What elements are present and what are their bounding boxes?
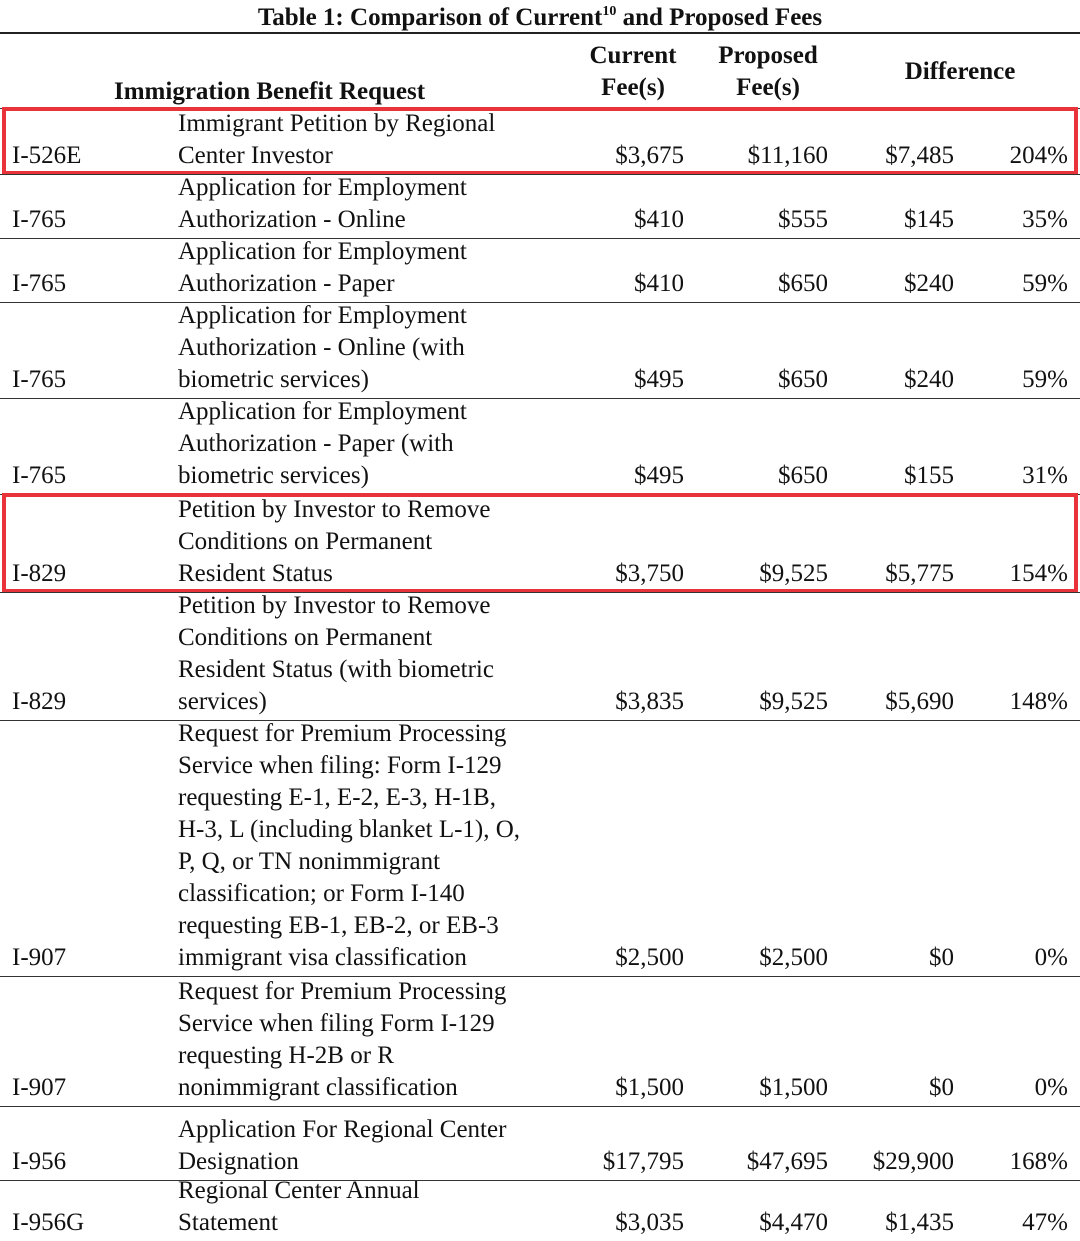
description-line: Service when filing Form I-129: [178, 1010, 495, 1037]
row-divider: [0, 1180, 1080, 1181]
form-number: I-829: [12, 688, 67, 715]
description-line: Application for Employment: [178, 398, 467, 425]
percent-change: 148%: [1009, 688, 1068, 715]
row-divider: [0, 108, 1080, 109]
table-row: [0, 592, 1080, 718]
percent-change: 59%: [1022, 270, 1068, 297]
table-row: [0, 398, 1080, 492]
description-line: Designation: [178, 1148, 299, 1175]
description-line: Center Investor: [178, 142, 333, 169]
description-line: Resident Status: [178, 560, 333, 587]
fee-difference: $5,775: [885, 560, 954, 587]
request-description: [178, 108, 568, 172]
percent-change: 204%: [1009, 142, 1068, 169]
current-fee: $2,500: [615, 944, 684, 971]
current-fee: $1,500: [615, 1074, 684, 1101]
proposed-fee: $650: [778, 270, 828, 297]
proposed-fee: $1,500: [759, 1074, 828, 1101]
fee-difference: $5,690: [885, 688, 954, 715]
header-proposed-fee: [704, 40, 832, 104]
description-line: Application For Regional Center: [178, 1116, 507, 1143]
table-row: [0, 238, 1080, 300]
percent-change: 0%: [1034, 1074, 1068, 1101]
percent-change: 168%: [1009, 1148, 1068, 1175]
header-current-fee: [572, 40, 694, 104]
row-divider: [0, 1106, 1080, 1107]
fee-difference: $0: [929, 1074, 954, 1101]
request-description: [178, 590, 568, 718]
description-line: Authorization - Online (with: [178, 334, 465, 361]
description-line: Conditions on Permanent: [178, 528, 433, 555]
form-number: I-829: [12, 560, 67, 587]
title-footnote-marker: 10: [602, 4, 617, 19]
fee-difference: $145: [904, 206, 954, 233]
description-line: P, Q, or TN nonimmigrant: [178, 848, 441, 875]
description-line: nonimmigrant classification: [178, 1074, 458, 1101]
description-line: Service when filing: Form I-129: [178, 752, 502, 779]
proposed-fee: $9,525: [759, 688, 828, 715]
form-number: I-956: [12, 1148, 67, 1175]
row-divider: [0, 976, 1080, 977]
table-row: [0, 494, 1080, 590]
form-number: I-765: [12, 462, 67, 489]
description-line: Authorization - Paper (with: [178, 430, 454, 457]
percent-change: 35%: [1022, 206, 1068, 233]
description-line: Request for Premium Processing: [178, 978, 507, 1005]
proposed-fee: $650: [778, 462, 828, 489]
row-divider: [0, 592, 1080, 593]
fee-difference: $1,435: [885, 1209, 954, 1236]
description-line: Authorization - Paper: [178, 270, 395, 297]
current-fee: $3,835: [615, 688, 684, 715]
current-fee: $495: [634, 366, 684, 393]
table-title-text-end: and Proposed Fees: [616, 4, 823, 31]
row-divider: [0, 174, 1080, 175]
request-description: [178, 494, 568, 590]
fee-difference: $29,900: [872, 1148, 954, 1175]
description-line: Petition by Investor to Remove: [178, 592, 491, 619]
current-fee: $3,675: [615, 142, 684, 169]
header-current-line2: Fee(s): [601, 74, 665, 101]
request-description: [178, 1114, 568, 1178]
form-number: I-907: [12, 1074, 67, 1101]
request-description: [178, 236, 568, 300]
percent-change: 0%: [1034, 944, 1068, 971]
description-line: Authorization - Online: [178, 206, 406, 233]
table-row: [0, 976, 1080, 1104]
current-fee: $410: [634, 270, 684, 297]
proposed-fee: $555: [778, 206, 828, 233]
current-fee: $495: [634, 462, 684, 489]
table-row: [0, 1106, 1080, 1178]
header-difference: Difference: [904, 58, 1016, 85]
description-line: biometric services): [178, 366, 369, 393]
description-line: services): [178, 688, 267, 715]
fee-difference: $155: [904, 462, 954, 489]
header-immigration-benefit-request: Immigration Benefit Request: [114, 78, 426, 105]
proposed-fee: $4,470: [759, 1209, 828, 1236]
header-proposed-line2: Fee(s): [736, 74, 800, 101]
row-divider: [0, 398, 1080, 399]
current-fee: $410: [634, 206, 684, 233]
row-divider: [0, 494, 1080, 495]
proposed-fee: $9,525: [759, 560, 828, 587]
request-description: [178, 300, 568, 396]
header-current-line1: Current: [589, 42, 677, 69]
fee-difference: $0: [929, 944, 954, 971]
proposed-fee: $47,695: [746, 1148, 828, 1175]
description-line: requesting H-2B or R: [178, 1042, 394, 1069]
description-line: Immigrant Petition by Regional: [178, 110, 496, 137]
request-description: [178, 1175, 568, 1239]
current-fee: $3,750: [615, 560, 684, 587]
table-title-text: Table 1: Comparison of Current: [257, 4, 603, 31]
percent-change: 47%: [1022, 1209, 1068, 1236]
request-description: [178, 976, 568, 1104]
form-number: I-956G: [12, 1209, 85, 1236]
description-line: Application for Employment: [178, 302, 467, 329]
request-description: [178, 718, 568, 974]
description-line: requesting EB-1, EB-2, or EB-3: [178, 912, 499, 939]
fee-difference: $240: [904, 270, 954, 297]
percent-change: 31%: [1022, 462, 1068, 489]
description-line: Resident Status (with biometric: [178, 656, 494, 683]
table-row: [0, 108, 1080, 172]
proposed-fee: $11,160: [747, 142, 828, 169]
description-line: requesting E-1, E-2, E-3, H-1B,: [178, 784, 496, 811]
description-line: Application for Employment: [178, 174, 467, 201]
request-description: [178, 396, 568, 492]
current-fee: $17,795: [602, 1148, 684, 1175]
current-fee: $3,035: [615, 1209, 684, 1236]
description-line: H-3, L (including blanket L-1), O,: [178, 816, 521, 843]
description-line: Request for Premium Processing: [178, 720, 507, 747]
form-number: I-526E: [12, 142, 82, 169]
description-line: classification; or Form I-140: [178, 880, 465, 907]
description-line: Conditions on Permanent: [178, 624, 433, 651]
table-row: [0, 174, 1080, 236]
table-row: [0, 1177, 1080, 1239]
percent-change: 59%: [1022, 366, 1068, 393]
proposed-fee: $650: [778, 366, 828, 393]
percent-change: 154%: [1009, 560, 1068, 587]
form-number: I-765: [12, 206, 67, 233]
form-number: I-765: [12, 366, 67, 393]
row-divider: [0, 720, 1080, 721]
fee-difference: $7,485: [885, 142, 954, 169]
row-divider: [0, 302, 1080, 303]
form-number: I-765: [12, 270, 67, 297]
table-title: [0, 0, 1080, 34]
description-line: Application for Employment: [178, 238, 467, 265]
table-row: [0, 302, 1080, 396]
description-line: Statement: [178, 1209, 278, 1236]
description-line: immigrant visa classification: [178, 944, 467, 971]
description-line: Regional Center Annual: [178, 1177, 420, 1204]
form-number: I-907: [12, 944, 67, 971]
request-description: [178, 172, 568, 236]
description-line: biometric services): [178, 462, 369, 489]
table-row: [0, 720, 1080, 974]
proposed-fee: $2,500: [759, 944, 828, 971]
row-divider: [0, 238, 1080, 239]
description-line: Petition by Investor to Remove: [178, 496, 491, 523]
fee-difference: $240: [904, 366, 954, 393]
header-proposed-line1: Proposed: [718, 42, 818, 69]
